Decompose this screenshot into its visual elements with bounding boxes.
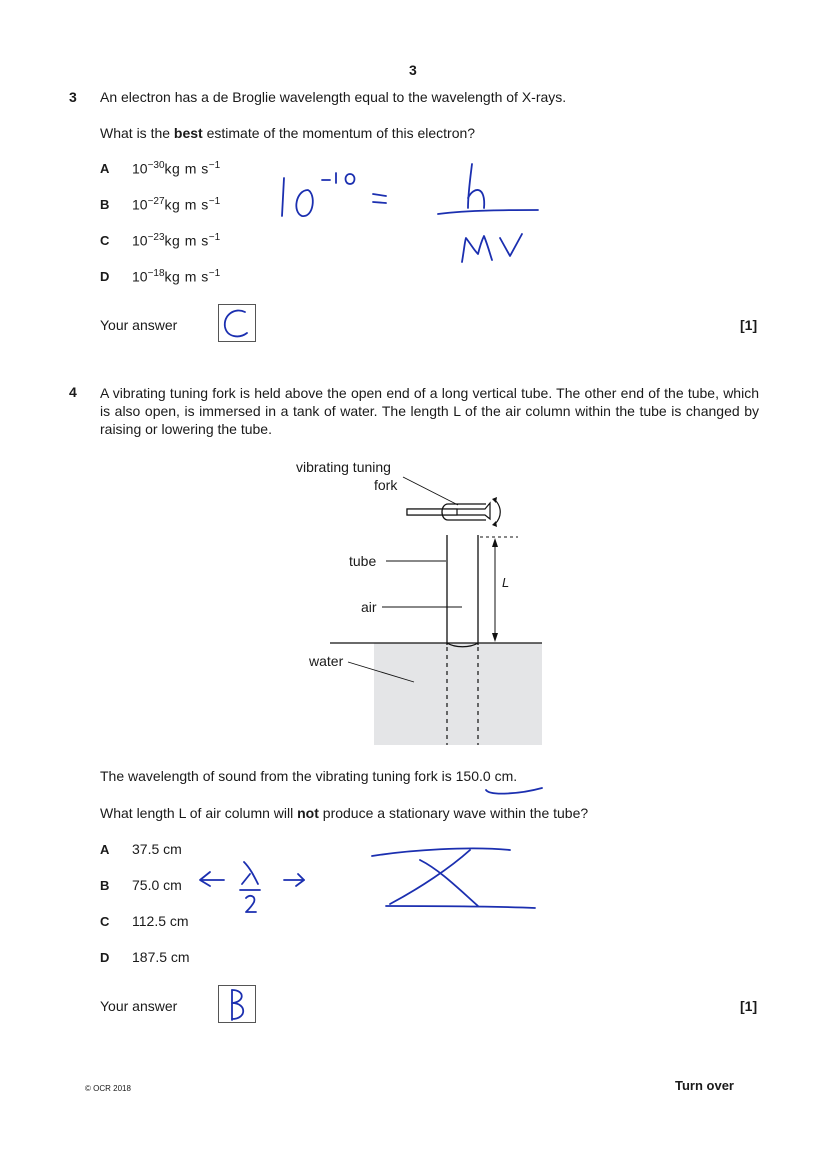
- q4-handwritten-underline: [480, 780, 550, 800]
- option-letter: A: [100, 161, 110, 176]
- footer-copyright: © OCR 2018: [85, 1084, 131, 1093]
- q4-marks: [1]: [740, 998, 758, 1014]
- option-letter: B: [100, 878, 110, 893]
- q4-option-a[interactable]: [100, 841, 182, 859]
- q3-handwritten-working: [270, 150, 550, 270]
- q4-option-d[interactable]: [100, 949, 190, 967]
- q4-handwritten-answer: [219, 986, 255, 1022]
- q3-option-a[interactable]: [100, 160, 221, 178]
- label-water: water: [309, 653, 344, 669]
- q3-answer-label: Your answer: [100, 317, 178, 333]
- water-tank: [374, 643, 542, 745]
- q3-answer-box[interactable]: [218, 304, 256, 342]
- option-letter: A: [100, 842, 110, 857]
- option-letter: D: [100, 950, 110, 965]
- q3-stem: An electron has a de Broglie wavelength equal to the wavelength of X-rays.: [100, 89, 567, 105]
- footer-turn-over: Turn over: [675, 1078, 734, 1093]
- option-value: $10^{-23}kg$ m $s^{-1}$: [132, 232, 221, 249]
- option-value: 112.5 cm: [132, 913, 189, 929]
- q3-marks: [1]: [740, 317, 758, 333]
- label-tube: tube: [349, 553, 377, 569]
- option-value: $10^{-18}kg$ m $s^{-1}$: [132, 268, 221, 285]
- q3-option-b[interactable]: [100, 196, 221, 214]
- q4-handwritten-working: [190, 840, 550, 925]
- q4-option-c[interactable]: [100, 913, 189, 931]
- option-letter: C: [100, 233, 110, 248]
- option-letter: D: [100, 269, 110, 284]
- option-value: 75.0 cm: [132, 877, 182, 893]
- q4-wavelength-statement: The wavelength of sound from the vibrating tuning fork is 150.0 cm.: [100, 768, 518, 784]
- q4-prompt: What length L of air column will not produce a stationary wave within the tube?: [100, 805, 589, 821]
- q3-option-d[interactable]: [100, 268, 221, 286]
- tuning-fork-diagram: [290, 455, 560, 755]
- q3-option-c[interactable]: [100, 232, 221, 250]
- label-fork-line1: vibrating tuning: [296, 459, 391, 475]
- q3-number: 3: [69, 89, 77, 105]
- label-length: L: [502, 575, 510, 590]
- option-value: $10^{-30}kg$ m $s^{-1}$: [132, 160, 221, 177]
- q4-number: 4: [69, 384, 77, 400]
- q4-answer-box[interactable]: [218, 985, 256, 1023]
- q4-stem: A vibrating tuning fork is held above the open end of a long vertical tube. The other end of the tube, which is also open, is immersed in a tank of water. The length L of the air column within the tube is changed by raising or lowering the tube.: [100, 385, 759, 437]
- q4-answer-label: Your answer: [100, 998, 178, 1014]
- q4-option-b[interactable]: [100, 877, 182, 895]
- q3-handwritten-answer: [219, 305, 255, 341]
- option-letter: C: [100, 914, 110, 929]
- option-letter: B: [100, 197, 110, 212]
- option-value: $10^{-27}kg$ m $s^{-1}$: [132, 196, 221, 213]
- label-air: air: [361, 599, 377, 615]
- option-value: 37.5 cm: [132, 841, 182, 857]
- label-fork-line2: fork: [374, 477, 398, 493]
- option-value: 187.5 cm: [132, 949, 190, 965]
- page-number: 3: [409, 62, 417, 78]
- q3-prompt: What is the best estimate of the momentum of this electron?: [100, 125, 476, 141]
